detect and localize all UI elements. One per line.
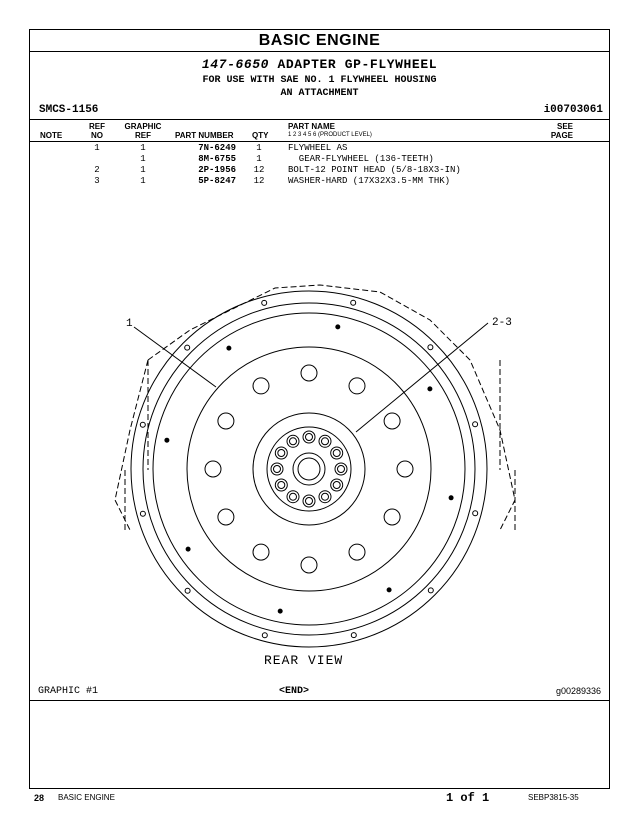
section-title: BASIC ENGINE xyxy=(258,32,381,49)
row-part-number: 5P-8247 xyxy=(198,176,236,186)
gear-dowel-hole xyxy=(227,346,231,350)
row-graphic: 1 xyxy=(140,154,146,164)
footer-divider xyxy=(30,700,609,701)
housing-bolt-hole xyxy=(351,633,356,638)
part-subtitle-1: FOR USE WITH SAE NO. 1 FLYWHEEL HOUSING xyxy=(202,75,437,86)
part-subtitle-2: AN ATTACHMENT xyxy=(280,88,359,99)
flywheel-hole xyxy=(349,378,365,394)
col-see-1: SEE xyxy=(556,122,573,131)
hub-bolt-washer xyxy=(287,491,299,503)
row-ref: 2 xyxy=(94,165,100,175)
hub-bolts xyxy=(271,431,347,507)
callout-1: 1 xyxy=(126,318,133,330)
housing-bolt-holes xyxy=(140,300,477,637)
row-graphic: 1 xyxy=(140,143,146,153)
flywheel-hole xyxy=(205,461,221,477)
row-qty: 12 xyxy=(253,176,265,186)
hub-bolt-head xyxy=(322,438,329,445)
illustration-id: i00703061 xyxy=(543,104,603,116)
housing-circle xyxy=(131,291,487,647)
flywheel-hole xyxy=(253,544,269,560)
flywheel-hole xyxy=(218,413,234,429)
graphic-id: g00289336 xyxy=(555,686,601,696)
housing-bolt-hole xyxy=(262,633,267,638)
housing-bolt-hole xyxy=(351,300,356,305)
col-see-2: PAGE xyxy=(550,131,573,140)
gear-dowel-hole xyxy=(449,496,453,500)
gear-ring-inner xyxy=(153,313,465,625)
hub-bolt-head xyxy=(322,493,329,500)
row-ref: 1 xyxy=(94,143,100,153)
hub-bolt-washer xyxy=(303,495,315,507)
row-ref: 3 xyxy=(94,176,100,186)
row-part-name: FLYWHEEL AS xyxy=(288,143,348,153)
housing-bolt-hole xyxy=(185,345,190,350)
housing-bolt-hole xyxy=(262,300,267,305)
col-graphic-2: REF xyxy=(135,131,151,140)
hub-bolt-head xyxy=(278,450,285,457)
hub-bolt-head xyxy=(306,498,313,505)
hub-bolt-washer xyxy=(331,447,343,459)
col-part-number: PART NUMBER xyxy=(175,131,234,140)
page-section: BASIC ENGINE xyxy=(58,793,115,802)
callout-1-leader xyxy=(134,327,216,387)
smcs-code: SMCS-1156 xyxy=(39,104,99,116)
row-qty: 12 xyxy=(253,165,265,175)
col-part-name: PART NAME xyxy=(288,122,335,131)
gear-dowel-hole xyxy=(165,438,169,442)
row-part-name: BOLT-12 POINT HEAD (5/8-18X3-IN) xyxy=(288,165,461,175)
page-frame xyxy=(29,29,610,789)
hub-bolt-washer xyxy=(275,479,287,491)
housing-bolt-hole xyxy=(140,511,145,516)
flywheel-face xyxy=(187,347,431,591)
housing-bolt-hole xyxy=(428,588,433,593)
hub-bolt-head xyxy=(338,466,345,473)
housing-bolt-hole xyxy=(140,422,145,427)
view-label: REAR VIEW xyxy=(264,653,344,668)
housing-bolt-hole xyxy=(473,422,478,427)
pilot-bore-inner xyxy=(298,458,320,480)
gear-dowel-hole xyxy=(428,387,432,391)
callout-2-leader xyxy=(356,323,488,432)
graphic-label: GRAPHIC #1 xyxy=(38,686,99,697)
housing-bolt-hole xyxy=(428,345,433,350)
row-part-number: 7N-6249 xyxy=(198,143,236,153)
row-part-name: GEAR-FLYWHEEL (136-TEETH) xyxy=(288,154,434,164)
row-part-number: 8M-6755 xyxy=(198,154,236,164)
hub-bolt-washer xyxy=(275,447,287,459)
hub-bolt-head xyxy=(290,493,297,500)
page-number: 28 xyxy=(34,793,45,803)
hub-bolt-head xyxy=(290,438,297,445)
housing-outline xyxy=(115,285,515,530)
row-part-number: 2P-1956 xyxy=(198,165,236,175)
col-ref-2: NO xyxy=(91,131,103,140)
flywheel-hole xyxy=(349,544,365,560)
flywheel-hole xyxy=(218,509,234,525)
part-group-name: ADAPTER GP-FLYWHEEL xyxy=(277,57,438,72)
flywheel-hole xyxy=(301,365,317,381)
flywheel-hole xyxy=(384,509,400,525)
hub-bolt-head xyxy=(274,466,281,473)
col-note: NOTE xyxy=(40,131,63,140)
hub-bolt-head xyxy=(333,482,340,489)
gear-dowel-hole xyxy=(186,547,190,551)
page-count: 1 of 1 xyxy=(446,791,490,805)
hub-bolt-circle xyxy=(267,427,351,511)
hub-bolt-head xyxy=(306,434,313,441)
hub-bolt-washer xyxy=(319,435,331,447)
flywheel-hole xyxy=(384,413,400,429)
hub-outer xyxy=(253,413,365,525)
col-graphic-1: GRAPHIC xyxy=(124,122,162,131)
gear-ring-outer xyxy=(143,303,475,635)
flywheel-holes xyxy=(165,325,453,613)
gear-dowel-hole xyxy=(336,325,340,329)
row-qty: 1 xyxy=(256,143,262,153)
flywheel-drawing xyxy=(30,30,611,670)
col-qty: QTY xyxy=(252,131,269,140)
end-marker: <END> xyxy=(279,686,310,697)
flywheel-hole xyxy=(253,378,269,394)
col-product-level: 1 2 3 4 5 6 (PRODUCT LEVEL) xyxy=(288,132,372,138)
flywheel-hole xyxy=(301,557,317,573)
part-group-number: 147-6650 xyxy=(201,57,270,72)
callout-2: 2-3 xyxy=(492,317,512,329)
hub-bolt-head xyxy=(278,482,285,489)
row-qty: 1 xyxy=(256,154,262,164)
hub-bolt-washer xyxy=(319,491,331,503)
housing-bolt-hole xyxy=(185,588,190,593)
hub-bolt-washer xyxy=(335,463,347,475)
doc-id: SEBP3815-35 xyxy=(528,793,579,802)
row-part-name: WASHER-HARD (17X32X3.5-MM THK) xyxy=(288,176,451,186)
hub-bolt-washer xyxy=(331,479,343,491)
flywheel-hole xyxy=(397,461,413,477)
col-ref-1: REF xyxy=(89,122,105,131)
row-graphic: 1 xyxy=(140,165,146,175)
hub-bolt-washer xyxy=(287,435,299,447)
hub-bolt-head xyxy=(333,450,340,457)
hub-bolt-washer xyxy=(271,463,283,475)
hub-bolt-washer xyxy=(303,431,315,443)
row-graphic: 1 xyxy=(140,176,146,186)
housing-bolt-hole xyxy=(473,511,478,516)
gear-dowel-hole xyxy=(278,609,282,613)
gear-dowel-hole xyxy=(387,588,391,592)
